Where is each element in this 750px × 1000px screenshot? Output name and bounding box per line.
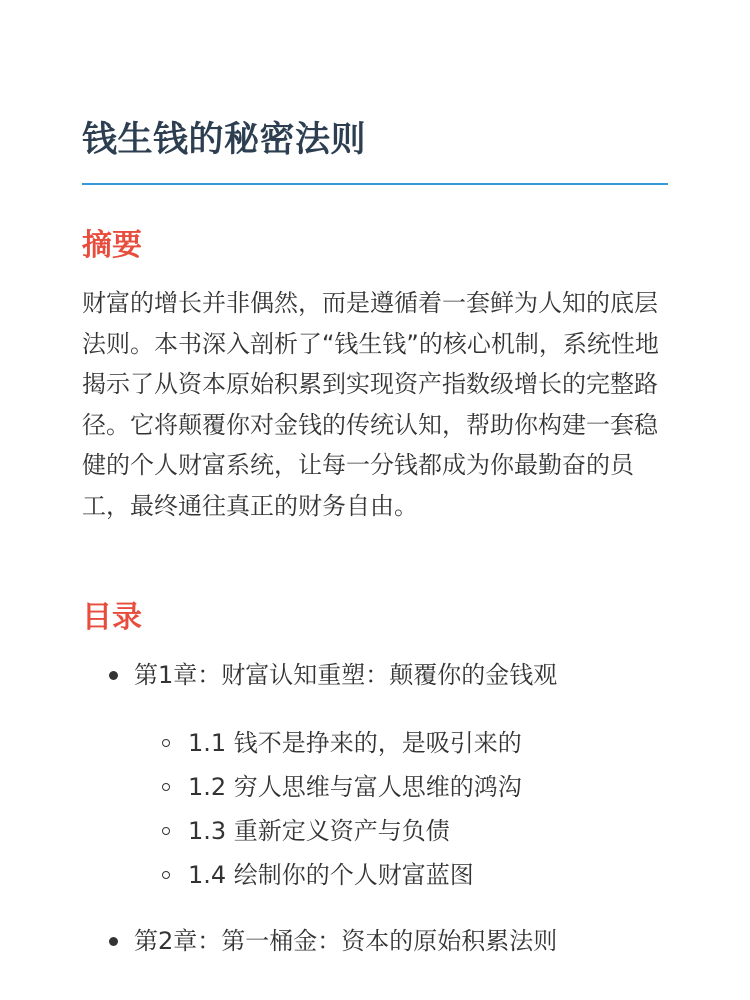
hollow-circle-bullet-icon	[162, 871, 170, 879]
summary-paragraph: 财富的增长并非偶然，而是遵循着一套鲜为人知的底层法则。本书深入剖析了“钱生钱”的核心机制，系统性地揭示了从资本原始积累到实现资产指数级增长的完整路径。它将颠覆你对金钱的传统认知，帮助你构建一套稳健的个人财富系统，让每一分钱都成为你最勤奋的员工，最终通往真正的财务自由。	[82, 289, 659, 520]
section-1-4-label: 1.4 绘制你的个人财富蓝图	[188, 861, 474, 889]
summary-heading: 摘要	[82, 228, 142, 263]
chapter-1-label: 第1章：财富认知重塑：颠覆你的金钱观	[134, 661, 558, 689]
toc-section-1-4	[134, 853, 672, 897]
filled-disc-bullet-icon	[109, 937, 118, 946]
document-title: 钱生钱的秘密法则	[82, 120, 367, 160]
chapter-2-label: 第2章：第一桶金：资本的原始积累法则	[134, 927, 558, 955]
hollow-circle-bullet-icon	[162, 827, 170, 835]
section-1-1-label: 1.1 钱不是挣来的，是吸引来的	[188, 729, 522, 757]
hollow-circle-bullet-icon	[162, 739, 170, 747]
toc-chapter-1	[82, 655, 672, 897]
filled-disc-bullet-icon	[109, 671, 118, 680]
table-of-contents	[82, 655, 672, 961]
toc-section-1-2	[134, 765, 672, 809]
toc-chapter-2	[82, 921, 672, 961]
section-1-3-label: 1.3 重新定义资产与负债	[188, 817, 450, 845]
toc-section-1-3	[134, 809, 672, 853]
toc-section-1-1	[134, 721, 672, 765]
title-divider	[82, 183, 668, 185]
hollow-circle-bullet-icon	[162, 783, 170, 791]
section-1-2-label: 1.2 穷人思维与富人思维的鸿沟	[188, 773, 522, 801]
chapter-1-sections	[134, 721, 672, 897]
toc-heading: 目录	[82, 600, 142, 635]
